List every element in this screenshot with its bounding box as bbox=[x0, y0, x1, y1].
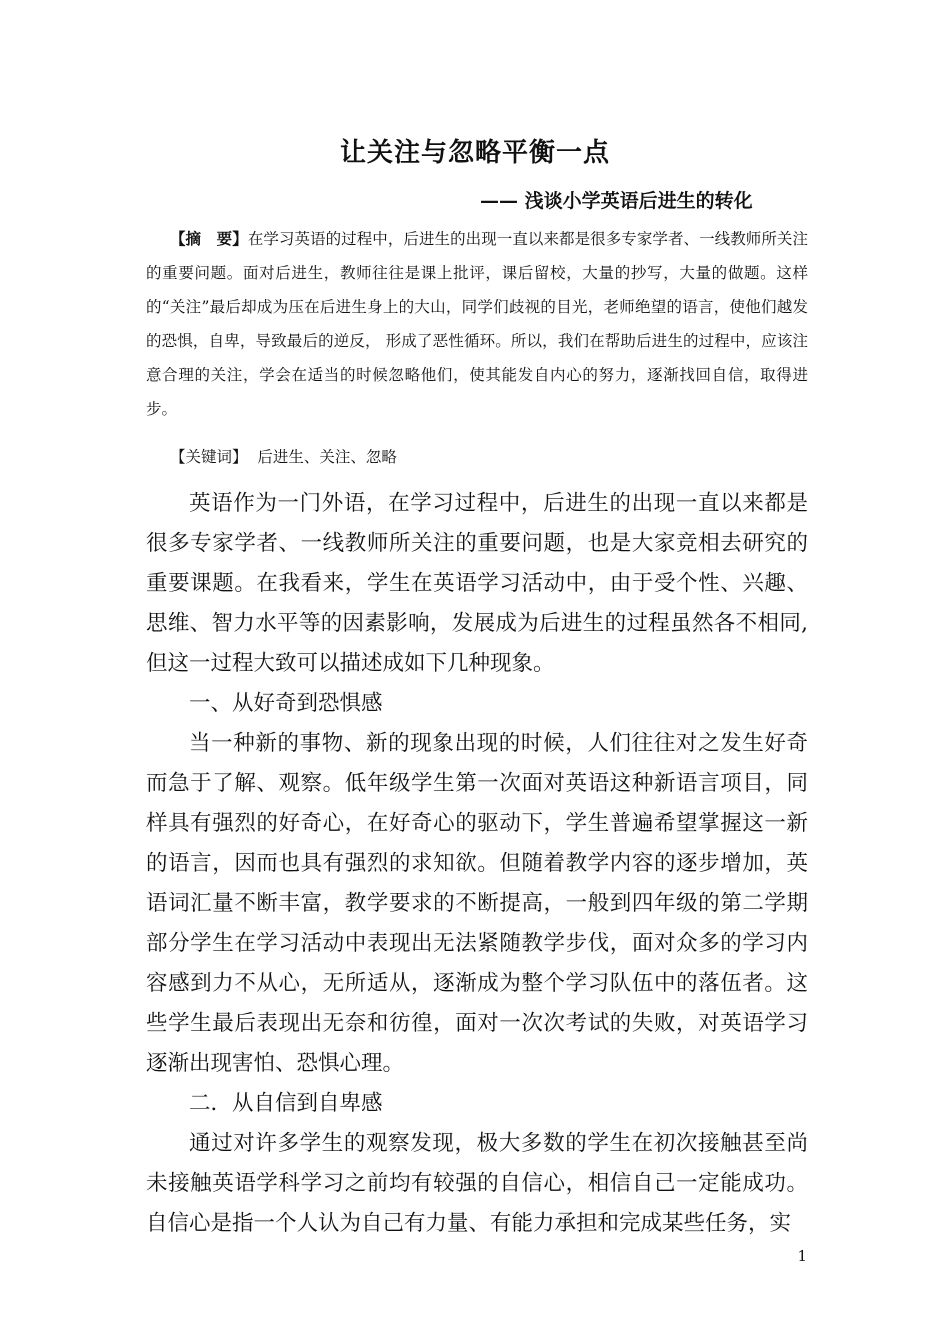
abstract-text: 在学习英语的过程中，后进生的出现一直以来都是很多专家学者、一线教师所关注的重要问题。面对后进生，教师往往是课上批评，课后留校，大量的抄写，大量的做题。这样的“关注”最后却成为压在后进生身上的大山，同学们歧视的目光，老师绝望的语言，使他们越发的恐惧，自卑，导致最后的逆反， 形成了恶性循环。所以，我们在帮助后进生的过程中，应该注意合理的关注，学会在适当的时候忽略他们，使其能发自内心的努力，逐渐找回自信，取得进步。 bbox=[146, 230, 808, 418]
keywords bbox=[170, 444, 397, 470]
page-number: 1 bbox=[797, 1247, 807, 1265]
keywords-label: 【关键词】 bbox=[170, 448, 248, 466]
section-heading-1: 一、从好奇到恐惧感 bbox=[189, 691, 383, 716]
body-text bbox=[146, 484, 808, 1244]
section-paragraph-1: 当一种新的事物、新的现象出现的时候，人们往往对之发生好奇而急于了解、观察。低年级学生第一次面对英语这种新语言项目，同样具有强烈的好奇心，在好奇心的驱动下，学生普遍希望掌握这一新的语言，因而也具有强烈的求知欲。但随着教学内容的逐步增加，英语词汇量不断丰富，教学要求的不断提高，一般到四年级的第二学期部分学生在学习活动中表现出无法紧随教学步伐，面对众多的学习内容感到力不从心，无所适从，逐渐成为整个学习队伍中的落伍者。这些学生最后表现出无奈和彷徨，面对一次次考试的失败，对英语学习逐渐出现害怕、恐惧心理。 bbox=[146, 731, 808, 1076]
page-title: 让关注与忽略平衡一点 bbox=[339, 138, 610, 168]
abstract bbox=[146, 222, 808, 426]
section-paragraph-2: 通过对许多学生的观察发现，极大多数的学生在初次接触甚至尚未接触英语学科学习之前均有较强的自信心，相信自己一定能成功。自信心是指一个人认为自己有力量、有能力承担和完成某些任务，实 bbox=[146, 1131, 808, 1236]
keywords-text: 后进生、关注、忽略 bbox=[257, 448, 397, 466]
abstract-label: 【摘 要】 bbox=[170, 229, 248, 248]
intro-paragraph: 英语作为一门外语，在学习过程中，后进生的出现一直以来都是很多专家学者、一线教师所关注的重要问题，也是大家竞相去研究的重要课题。在我看来，学生在英语学习活动中，由于受个性、兴趣、思维、智力水平等的因素影响，发展成为后进生的过程虽然各不相同,但这一过程大致可以描述成如下几种现象。 bbox=[146, 491, 808, 676]
section-heading-2: 二．从自信到自卑感 bbox=[189, 1091, 383, 1116]
page-subtitle: —— 浅谈小学英语后进生的转化 bbox=[480, 190, 753, 212]
